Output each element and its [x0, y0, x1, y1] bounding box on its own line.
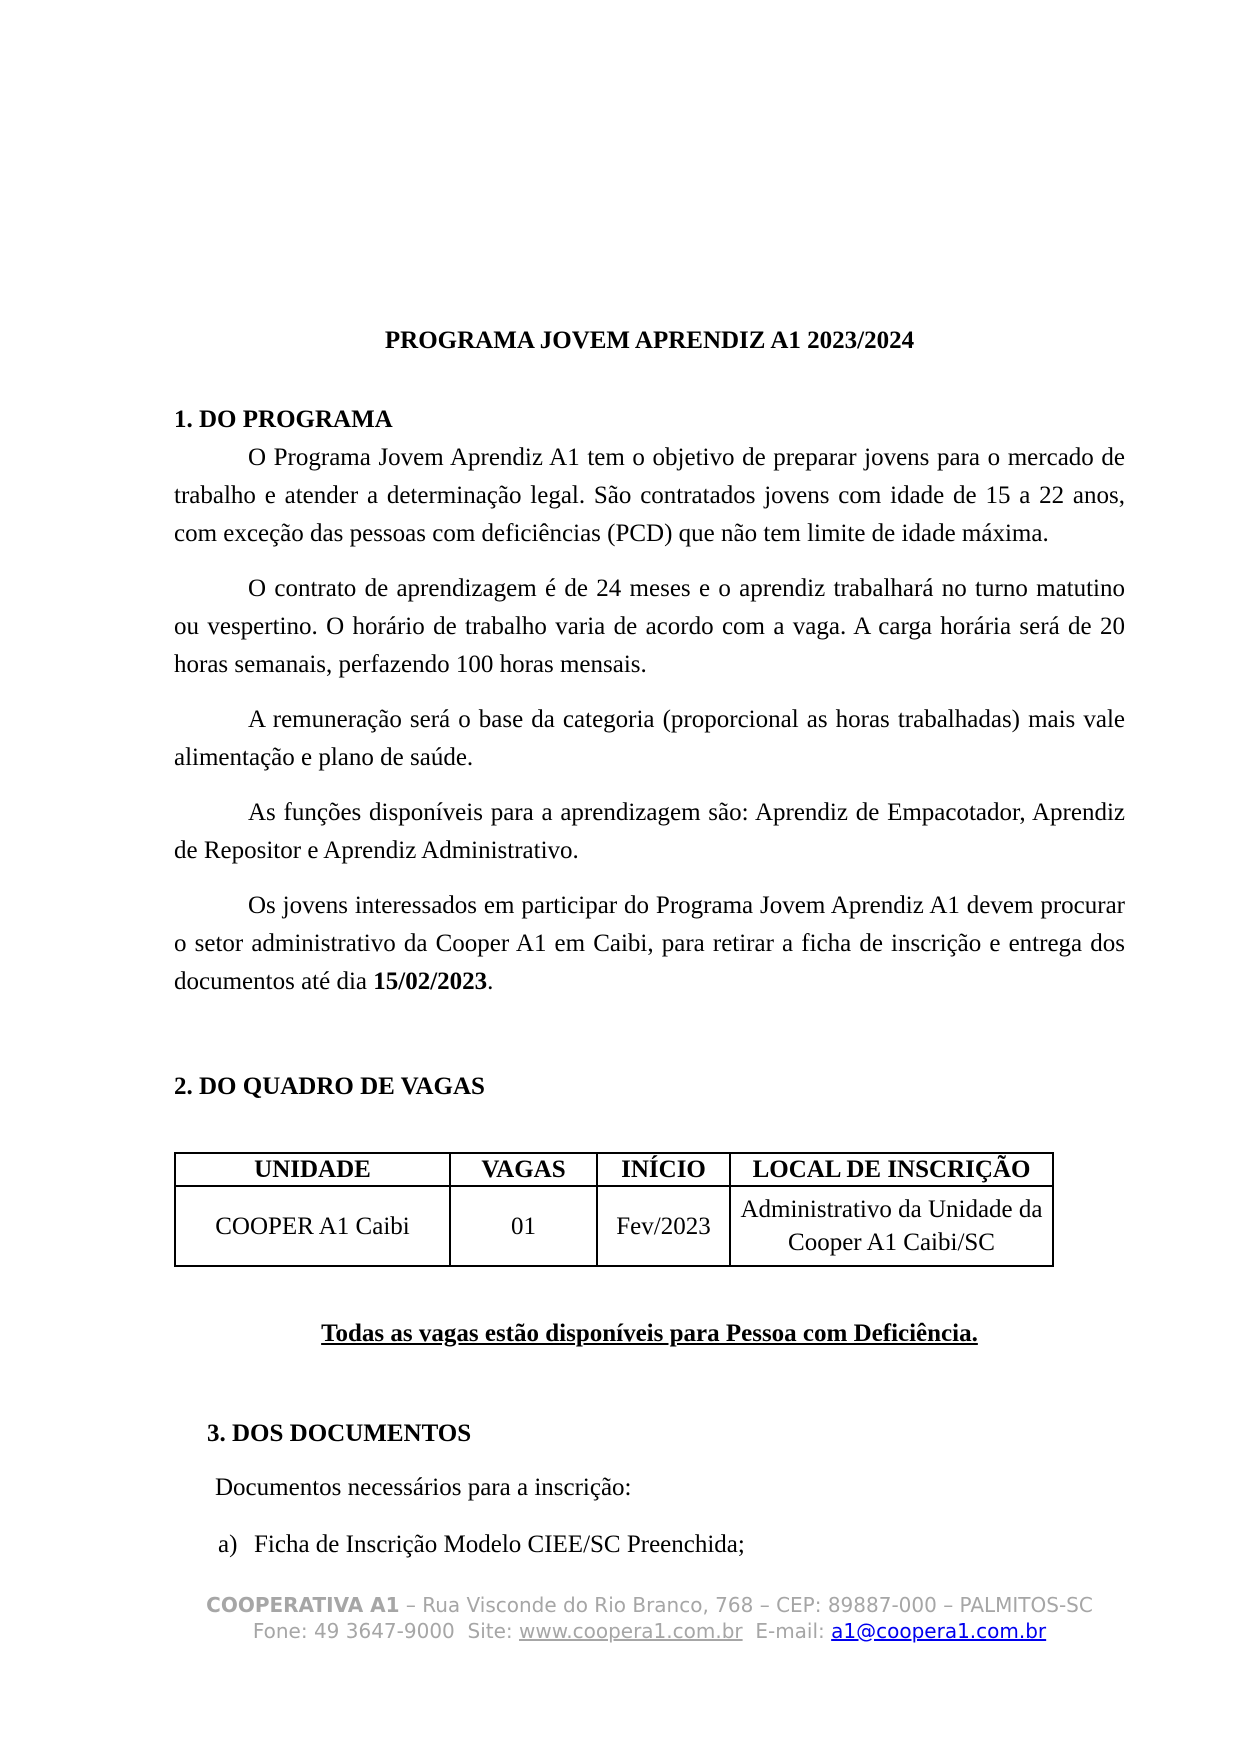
- section-1-paragraph-4: As funções disponíveis para a aprendizagem são: Aprendiz de Empacotador, Aprendiz de Repositor e Aprendiz Administrativo.: [174, 799, 1125, 864]
- email-link[interactable]: a1@coopera1.com.br: [831, 1619, 1047, 1643]
- paragraph-5-period: .: [487, 968, 494, 995]
- section-1-paragraph-2: O contrato de aprendizagem é de 24 meses e o aprendiz trabalhará no turno matutino ou vespertino. O horário de trabalho varia de acordo com a vaga. A carga horária será de 20 horas semanais, perfazendo 100 horas mensais.: [174, 575, 1125, 678]
- column-header-inicio: INÍCIO: [597, 1153, 730, 1186]
- spacer: [455, 1619, 468, 1643]
- column-header-unidade: UNIDADE: [175, 1153, 450, 1186]
- cell-local: Administrativo da Unidade da Cooper A1 Caibi/SC: [730, 1186, 1053, 1266]
- footer-line-1: [174, 1592, 1125, 1618]
- document-list-item-a: [218, 1526, 1125, 1564]
- column-header-local: LOCAL DE INSCRIÇÃO: [730, 1153, 1053, 1186]
- document-content: [174, 0, 1125, 1644]
- section-1-paragraph-3: A remuneração será o base da categoria (proporcional as horas trabalhadas) mais vale alimentação e plano de saúde.: [174, 706, 1125, 771]
- document-title: PROGRAMA JOVEM APRENDIZ A1 2023/2024: [384, 327, 915, 354]
- cell-inicio: Fev/2023: [597, 1186, 730, 1266]
- section-1-paragraph-5: [174, 887, 1125, 1001]
- cell-vagas: 01: [450, 1186, 597, 1266]
- section-2-heading: 2. DO QUADRO DE VAGAS: [174, 1073, 485, 1100]
- deadline-date: 15/02/2023: [373, 968, 488, 995]
- cell-unidade: COOPER A1 Caibi: [175, 1186, 450, 1266]
- list-item-marker: a): [218, 1531, 238, 1558]
- site-label: Site:: [467, 1619, 519, 1643]
- section-1-heading: 1. DO PROGRAMA: [174, 406, 393, 433]
- paragraph-5-text: Os jovens interessados em participar do Programa Jovem Aprendiz A1 devem procurar o setor administrativo da Cooper A1 em Caibi, para retirar a ficha de inscrição e entrega dos documentos até dia: [174, 892, 1125, 995]
- spacer: [743, 1619, 756, 1643]
- list-item-text: Ficha de Inscrição Modelo CIEE/SC Preenchida;: [254, 1531, 745, 1558]
- email-label: E-mail:: [755, 1619, 832, 1643]
- page-footer: [174, 1592, 1125, 1644]
- table-header-row: [175, 1153, 1053, 1186]
- company-name: COOPERATIVA A1: [206, 1593, 400, 1617]
- table-row: [175, 1186, 1053, 1266]
- site-link[interactable]: www.coopera1.com.br: [519, 1619, 743, 1643]
- company-address: – Rua Visconde do Rio Branco, 768 – CEP: 89887-000 – PALMITOS-SC: [399, 1593, 1093, 1617]
- pcd-notice: Todas as vagas estão disponíveis para Pessoa com Deficiência.: [321, 1320, 978, 1347]
- column-header-vagas: VAGAS: [450, 1153, 597, 1186]
- documents-intro: Documentos necessários para a inscrição:: [215, 1474, 632, 1501]
- section-1-paragraph-1: O Programa Jovem Aprendiz A1 tem o objetivo de preparar jovens para o mercado de trabalho e atender a determinação legal. São contratados jovens com idade de 15 a 22 anos, com exceção das pessoas com deficiências (PCD) que não tem limite de idade máxima.: [174, 444, 1125, 547]
- phone-text: Fone: 49 3647-9000: [252, 1619, 455, 1643]
- section-3-heading: 3. DOS DOCUMENTOS: [207, 1420, 472, 1447]
- footer-line-2: [174, 1618, 1125, 1644]
- vacancies-table: [174, 1152, 1054, 1267]
